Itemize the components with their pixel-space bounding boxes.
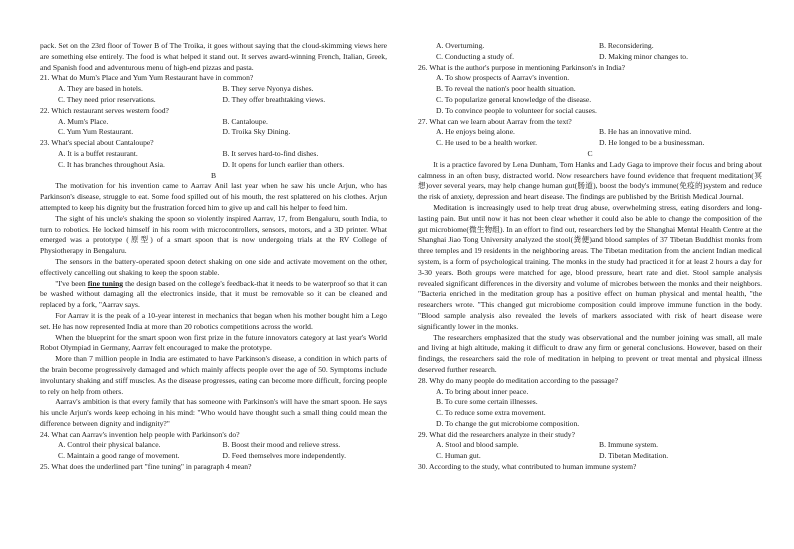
option-24a: A. Control their physical balance. <box>58 440 161 450</box>
passage-b-paragraph-2: The sight of his uncle's shaking the spoon so violently inspired Aarrav, 17, from Bengaluru, south India, to turn to robotics. He locked himself in his room with microcontrollers, sensors, motors, and a 3D printer. What emerged was a prototype (原型) of a smart spoon that is now undergoing trials at the RV College of Physiotherapy in Bengaluru. <box>40 213 387 256</box>
option-28b: B. To cure some certain illnesses. <box>436 397 538 407</box>
question-29: 29. What did the researchers analyze in their study? <box>418 429 575 439</box>
option-25d: D. Making minor changes to. <box>599 51 689 61</box>
option-21d: D. They offer breathtaking views. <box>222 94 326 104</box>
passage-b-paragraph-4 <box>40 279 387 311</box>
option-25c: C. Conducting a study of. <box>436 51 515 61</box>
option-22a: A. Mum's Place. <box>58 116 109 126</box>
question-23-options <box>40 149 387 171</box>
section-c-heading: C <box>587 148 593 158</box>
question-29-options <box>418 440 762 462</box>
option-29a: A. Stool and blood sample. <box>436 440 519 450</box>
option-24b: B. Boost their mood and relieve stress. <box>222 440 341 450</box>
passage-c-paragraph-2: Meditation is increasingly used to help treat drug abuse, overwhelming stress, eating disorders and long-lasting pain. But until now it has not been clear whether it could also be able to change the composition of the gut microbiome(微生物组). In an effort to find out, researchers led by the Shanghai Mental Health Centre at the Shanghai Jiao Tong University analyzed the stool(粪便)and blood samples of 37 Tibetan Buddhist monks from three temples and 19 residents in the neighboring areas. The Tibetan meditation from the ancient Indian medical system, is a form of psychological training. The monks in the study had practiced it for at least 2 hours a day for 3-30 years. Both groups were matched for age, blood pressure, heart rate and diet. Stool sample analysis revealed significant differences in the diversity and volume of microbes between the monks and their neighbors. "Bacteria enriched in the meditation group has a positive effect on human physical and mental health, "the researchers wrote. "This changed gut microbiome composition could improve immune function in the body. "Blood sample analysis also revealed the levels of markers associated with risk of heart disease were significantly lower in the monks. <box>418 202 762 331</box>
option-21a: A. They are based in hotels. <box>58 84 143 94</box>
question-25: 25. What does the underlined part "fine tuning" in paragraph 4 mean? <box>40 462 252 472</box>
option-24c: C. Maintain a good range of movement. <box>58 451 180 461</box>
passage-b-paragraph-8: Aarrav's ambition is that every family that has someone with Parkinson's will have the smart spoon. He says his uncle Arjun's words keep echoing in his mind: "Who would have thought such a small thing could mean the difference between dignity and indignity?" <box>40 397 387 428</box>
question-21: 21. What do Mum's Place and Yum Yum Restaurant have in common? <box>40 73 254 83</box>
question-24-options <box>40 440 387 462</box>
option-26c: C. To popularize general knowledge of the disease. <box>436 94 592 104</box>
option-22b: B. Cantaloupe. <box>222 116 268 126</box>
question-22-options <box>40 117 387 139</box>
option-23d: D. It opens for lunch earlier than others. <box>222 159 345 169</box>
passage-b-paragraph-7: More than 7 million people in India are estimated to have Parkinson's disease, a condition in which parts of the brain become progressively damaged and which mainly affects people over the age of 50. Symptoms include involuntary shaking and stiff muscles. As the disease progresses, eating can become more difficult, forcing people to rely on help from others. <box>40 354 387 396</box>
option-22c: C. Yum Yum Restaurant. <box>58 127 134 137</box>
option-26b: B. To reveal the nation's poor health situation. <box>436 84 576 94</box>
option-29b: B. Immune system. <box>599 440 659 450</box>
option-22d: D. Troika Sky Dining. <box>222 127 291 137</box>
question-27-options <box>418 127 762 149</box>
option-25a: A. Overturning. <box>436 41 485 50</box>
paragraph-4-lead: "I've been <box>55 278 88 288</box>
option-27b: B. He has an innovative mind. <box>599 127 692 137</box>
question-22: 22. Which restaurant serves western food? <box>40 105 169 115</box>
passage-b-paragraph-1: The motivation for his invention came to Aarrav Anil last year when he saw his uncle Arjun, who has Parkinson's disease, struggle to eat. Some food spilled out of his mouth, the rest splattered on his clothes. Arjun attempted to keep his dignity but the frustration forced him to give up and call his helper to feed him. <box>40 181 387 212</box>
option-23a: A. It is a buffet restaurant. <box>58 148 138 158</box>
question-23: 23. What's special about Cantaloupe? <box>40 138 154 148</box>
option-21b: B. They serve Nyonya dishes. <box>222 84 314 94</box>
option-27a: A. He enjoys being alone. <box>436 127 515 137</box>
option-21c: C. They need prior reservations. <box>58 94 156 104</box>
question-27: 27. What can we learn about Aarrav from the text? <box>418 116 572 126</box>
question-28: 28. Why do many people do meditation according to the passage? <box>418 375 618 385</box>
option-23b: B. It serves hard-to-find dishes. <box>222 148 319 158</box>
right-column <box>418 41 762 473</box>
passage-c-paragraph-3: The researchers emphasized that the study was observational and the number joining was small, all male and living at high altitude, making it difficult to draw any firm or general conclusions. However, based on their findings, the researchers said the role of meditation in helping to prevent or treat mental and physical illness deserved further research. <box>418 332 762 374</box>
left-column <box>40 41 387 473</box>
option-29c: C. Human gut. <box>436 451 481 461</box>
option-25b: B. Reconsidering. <box>599 41 654 50</box>
question-30: 30. According to the study, what contributed to human immune system? <box>418 462 637 472</box>
passage-b-paragraph-6: When the blueprint for the smart spoon won first prize in the future innovators category at last year's World Robot Olympiad in Germany, Aarrav felt encouraged to make the prototype. <box>40 332 387 353</box>
question-21-options <box>40 84 387 106</box>
passage-c-paragraph-1: It is a practice favored by Lena Dunham, Tom Hanks and Lady Gaga to improve their focus and bring about calmness in an often busy, distracted world. Now researchers have found evidence that frequent meditation(冥想)over several years, may help change human gut(肠道), boost the body's immune(免疫的)system and reduce the risk of anxiety, depression and heart disease. The findings are published by the British Medical Journal. <box>418 159 762 202</box>
option-26a: A. To show prospects of Aarrav's invention. <box>436 73 570 83</box>
option-29d: D. Tibetan Meditation. <box>599 451 669 461</box>
passage-b-paragraph-5: For Aarrav it is the peak of a 10-year interest in mechanics that began when his mother bought him a Lego set. He has now represented India at more than 20 robotics competitions across the world. <box>40 310 387 331</box>
question-26: 26. What is the author's purpose in mentioning Parkinson's in India? <box>418 62 625 72</box>
passage-a-continuation: pack. Set on the 23rd floor of Tower B of The Troika, it goes without saying that the cloud-skimming views here are something else entirely. The food is what helped it stand out. It serves award-winning French, Italian, Greek, and Spanish food and adventurous menu of high-end pizzas and pasta. <box>40 41 387 72</box>
underlined-phrase: fine tuning <box>87 278 124 288</box>
question-24: 24. What can Aarrav's invention help people with Parkinson's do? <box>40 429 240 439</box>
option-24d: D. Feed themselves more independently. <box>222 451 347 461</box>
paragraph-4-rest: the design based on the college's feedback-that it needs to be waterproof so that it can be washed without damaging all the electronics inside, that it must be removable so it can be cleaned and replaced by a fork, "Aarrav says. <box>40 278 387 310</box>
passage-b-paragraph-3: The sensors in the battery-operated spoon detect shaking on one side and activate movement on the other, effectively cancelling out shaking to keep the spoon stable. <box>40 256 387 277</box>
section-b-heading: B <box>210 170 217 180</box>
option-28c: C. To reduce some extra movement. <box>436 408 546 418</box>
option-26d: D. To convince people to volunteer for social causes. <box>436 105 597 115</box>
question-25-options <box>418 41 762 63</box>
option-27c: C. He used to be a health worker. <box>436 138 538 148</box>
option-28d: D. To change the gut microbiome composition. <box>436 418 580 428</box>
option-28a: A. To bring about inner peace. <box>436 386 529 396</box>
option-27d: D. He longed to be a businessman. <box>599 138 705 148</box>
option-23c: C. It has branches throughout Asia. <box>58 159 165 169</box>
